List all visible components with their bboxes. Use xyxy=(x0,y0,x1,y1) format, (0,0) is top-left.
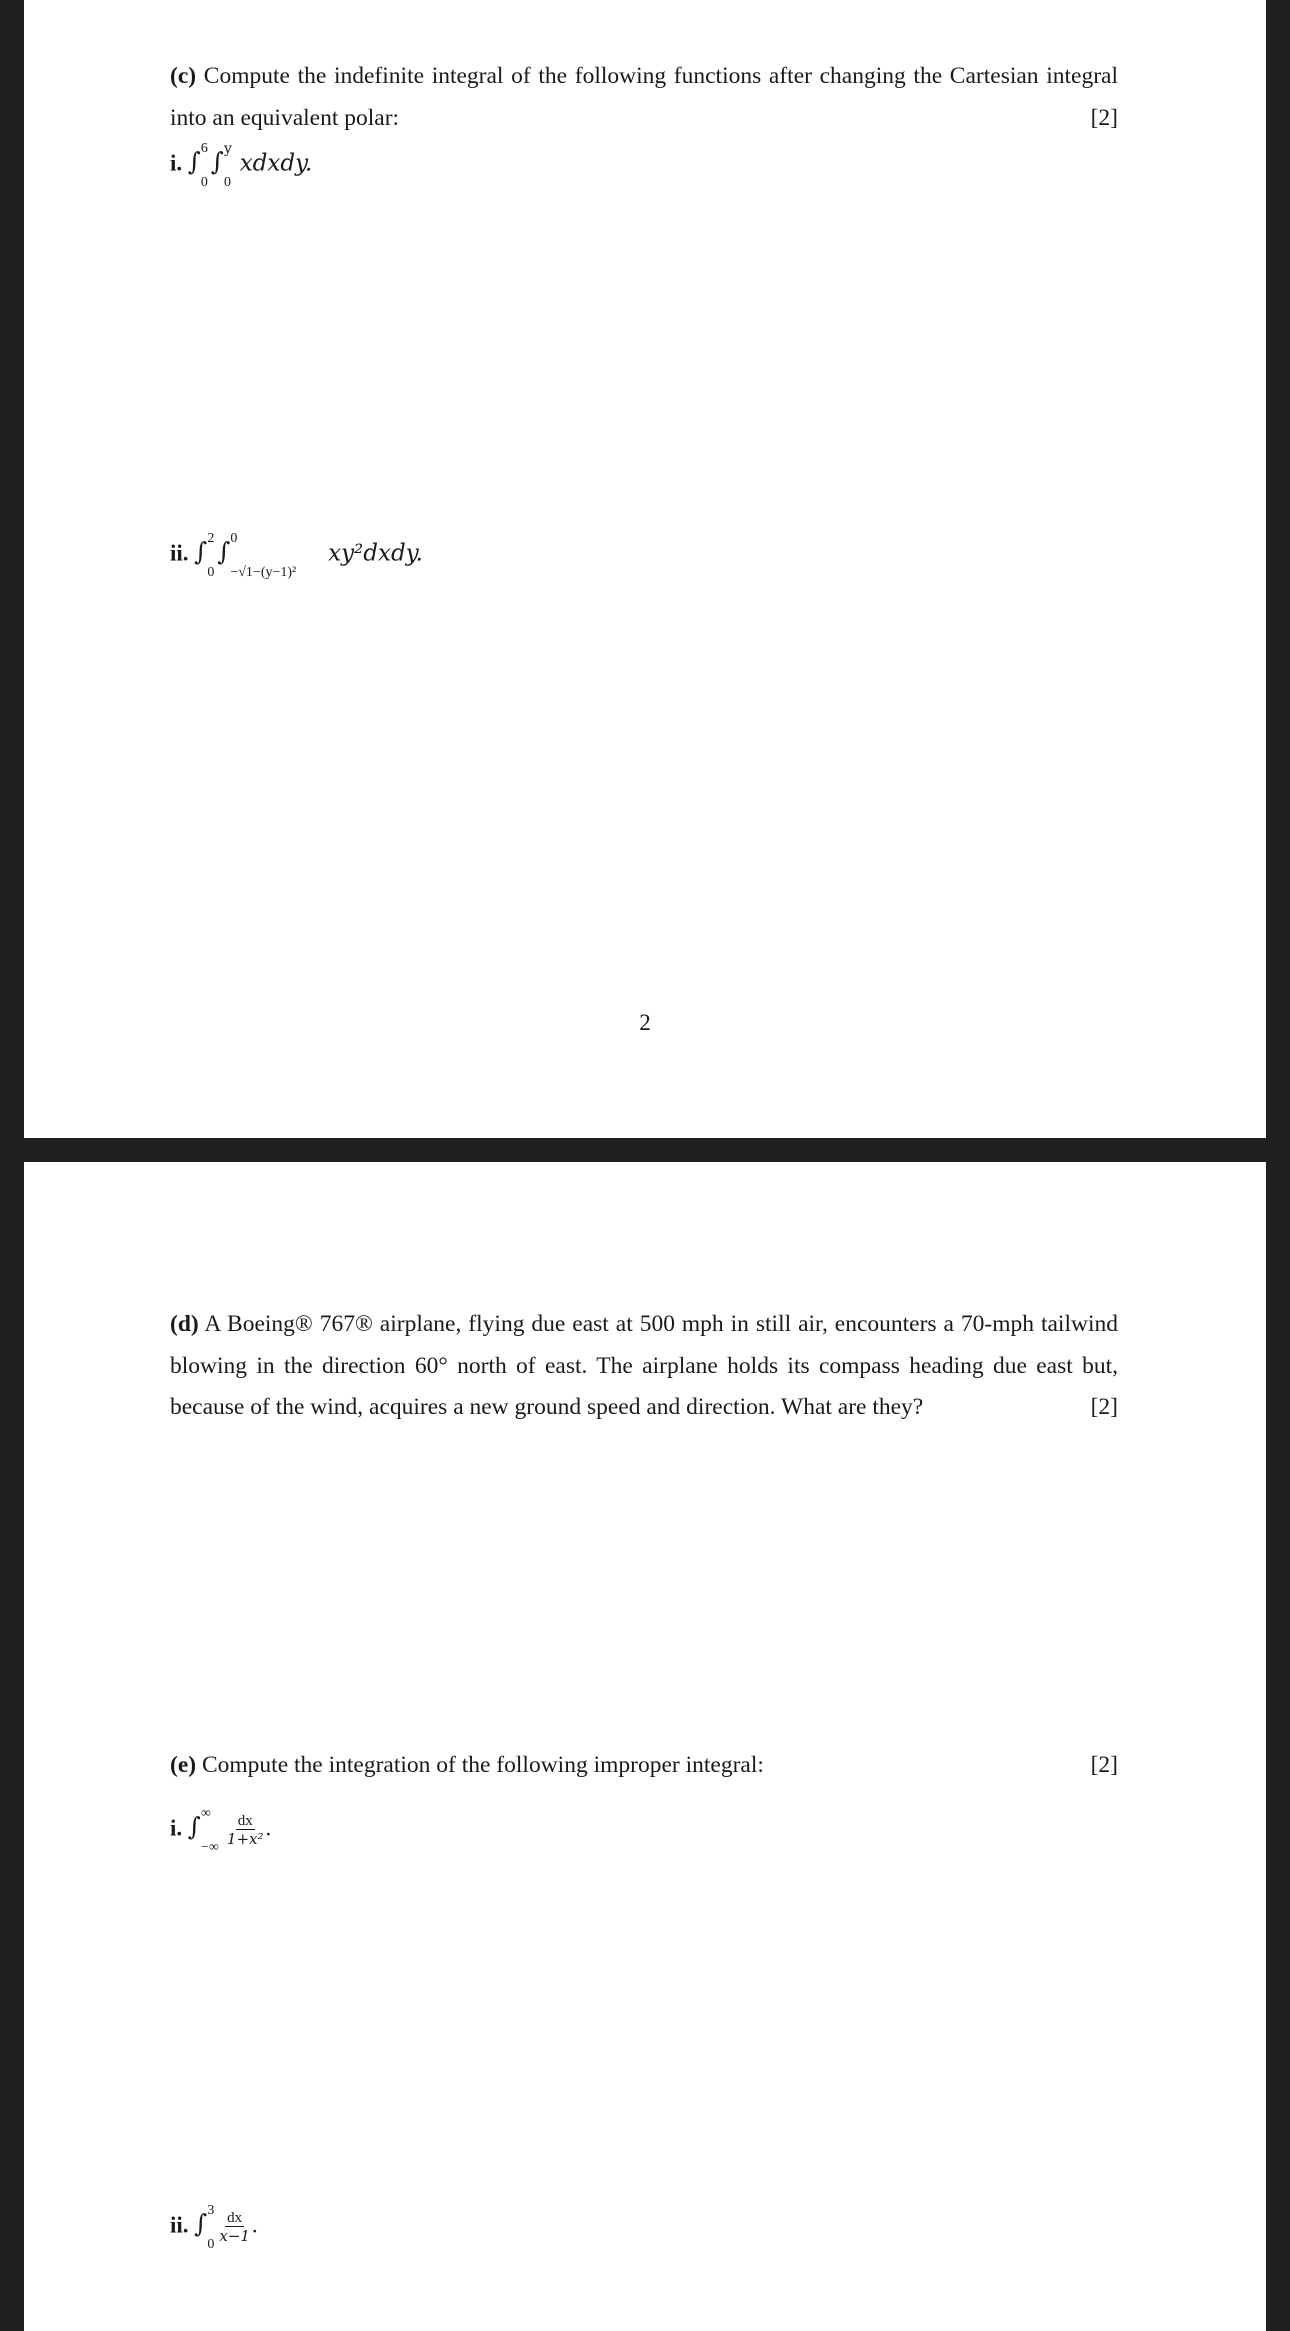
question-e-line xyxy=(170,1745,1118,1787)
integrand: xy²dxdy. xyxy=(328,540,423,567)
lower-limit: 0 xyxy=(200,175,208,190)
integral-sign: ∫ xyxy=(194,2209,208,2239)
lower-limit: 0 xyxy=(207,2237,215,2252)
question-d-marks: [2] xyxy=(1090,1394,1118,1420)
question-c-text-2: into an equivalent polar: xyxy=(170,104,400,131)
integrand: xdxdy. xyxy=(239,150,313,177)
item-label: ii. xyxy=(170,2212,189,2238)
question-e-label: (e) xyxy=(170,1752,197,1778)
question-c-item-i xyxy=(170,141,313,190)
item-label: i. xyxy=(170,150,183,176)
fraction-numerator: dx xyxy=(237,1812,253,1829)
question-c-text-1: Compute the indefinite integral of the following functions after changing the Cartesian integral xyxy=(203,63,1118,89)
upper-limit: 2 xyxy=(207,531,215,546)
question-c-line-1 xyxy=(170,56,1118,98)
page-two xyxy=(24,1162,1266,2331)
question-c-item-ii xyxy=(170,531,423,580)
integral-sign: ∫ xyxy=(217,537,231,567)
question-d-line-1 xyxy=(170,1304,1118,1346)
fraction-numerator: dx xyxy=(227,2209,243,2226)
lower-limit: −√1−(y−1)² xyxy=(230,565,297,580)
upper-limit: y xyxy=(223,141,232,157)
question-c-polar xyxy=(170,56,1118,139)
question-e-improper xyxy=(170,1745,1118,1787)
question-e-item-ii xyxy=(170,2203,258,2252)
item-label: ii. xyxy=(170,540,189,566)
lower-limit: 0 xyxy=(207,565,215,580)
question-c-label: (c) xyxy=(170,63,197,89)
question-d-text-1: A Boeing® 767® airplane, flying due east at 500 mph in still air, encounters a 70-mph tailwind xyxy=(204,1311,1118,1337)
upper-limit: 6 xyxy=(200,141,208,156)
item-label: i. xyxy=(170,1815,183,1841)
question-d-airplane xyxy=(170,1304,1118,1429)
integrand-fraction xyxy=(227,1813,264,1848)
page-one xyxy=(24,0,1266,1138)
integral-sign: ∫ xyxy=(187,1812,201,1842)
integral-limits xyxy=(207,531,217,580)
fraction-denominator: x−1 xyxy=(219,2226,250,2245)
integral-limits xyxy=(207,2203,217,2252)
integral-limits xyxy=(223,141,234,190)
question-e-text: Compute the integration of the following improper integral: xyxy=(201,1752,764,1778)
question-c-marks: [2] xyxy=(1090,104,1118,131)
integral-limits xyxy=(200,1806,225,1855)
question-d-line-2 xyxy=(170,1346,1118,1388)
question-e-marks: [2] xyxy=(1090,1752,1118,1778)
integral-limits xyxy=(230,531,322,580)
upper-limit: ∞ xyxy=(200,1806,211,1821)
end-period: . xyxy=(251,2212,258,2238)
end-period: . xyxy=(265,1815,272,1841)
integral-limits xyxy=(200,141,211,190)
question-e-item-i xyxy=(170,1806,272,1855)
question-d-text-2: blowing in the direction 60° north of east. The airplane holds its compass heading due east but, xyxy=(170,1352,1118,1379)
question-d-text-3: because of the wind, acquires a new ground speed and direction. What are they? xyxy=(170,1394,924,1420)
page-number: 2 xyxy=(639,1010,651,1035)
question-c-line-2 xyxy=(170,98,1118,140)
integral-sign: ∫ xyxy=(187,147,201,177)
integrand-fraction xyxy=(219,2210,250,2245)
integral-sign: ∫ xyxy=(194,537,208,567)
upper-limit: 0 xyxy=(230,531,238,546)
fraction-denominator: 1+x² xyxy=(226,1829,264,1848)
question-d-line-3 xyxy=(170,1387,1118,1429)
lower-limit: −∞ xyxy=(200,1840,219,1855)
question-d-label: (d) xyxy=(170,1311,199,1337)
upper-limit: 3 xyxy=(207,2203,215,2218)
integral-sign: ∫ xyxy=(210,147,224,177)
lower-limit: 0 xyxy=(223,175,231,190)
